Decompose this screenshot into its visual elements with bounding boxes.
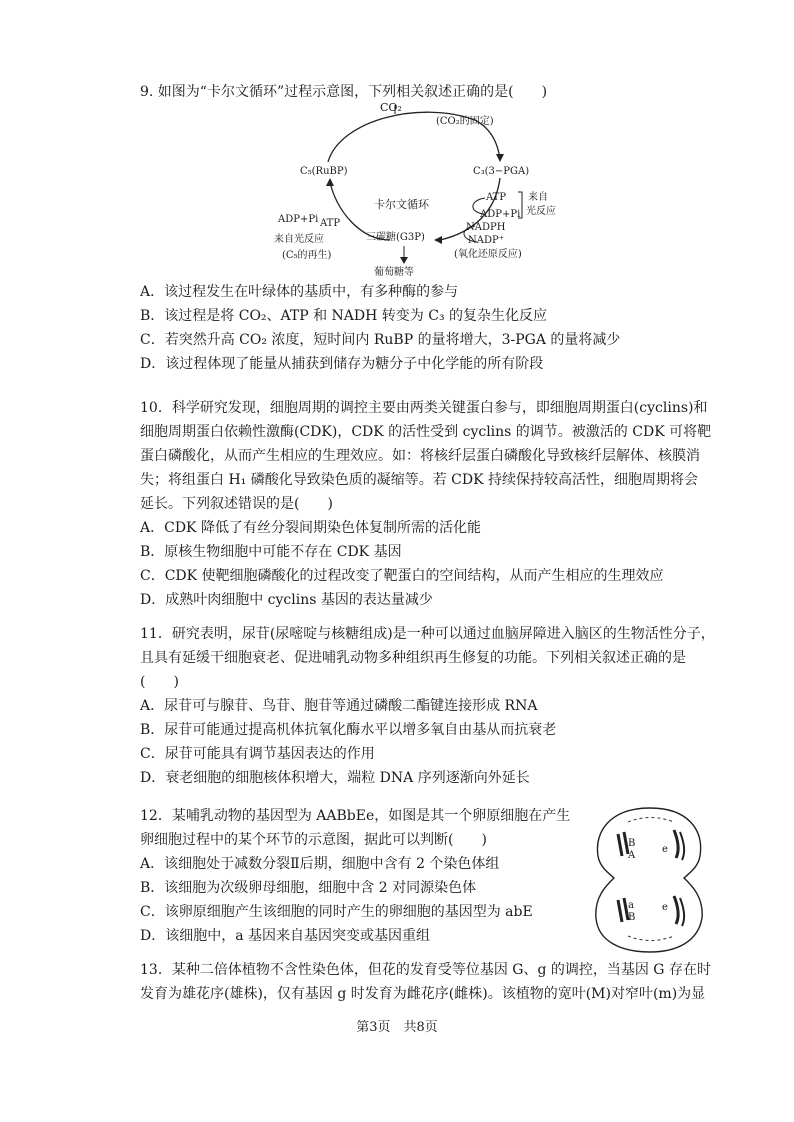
nadph-label: NADPH <box>466 222 506 233</box>
q10-line-3: 蛋白磷酸化，从而产生相应的生理效应。如：将核纤层蛋白磷酸化导致核纤层解体、核膜消 <box>140 448 700 464</box>
from-light-label-1: 来自 <box>528 192 548 203</box>
q11-option-a: A．尿苷可与腺苷、鸟苷、胞苷等通过磷酸二酯键连接形成 RNA <box>140 698 538 714</box>
from-light-left-label: 来自光反应 <box>274 234 324 245</box>
atp-right-label: ATP <box>486 192 507 203</box>
q10-line-5: 延长。下列叙述错误的是( ) <box>140 496 333 512</box>
calvin-cycle-diagram <box>270 100 560 278</box>
g3p-label: 三碳糖(G3P) <box>366 232 425 243</box>
co2-label: CO₂ <box>380 101 402 114</box>
q11-line-3: ( ) <box>140 674 179 690</box>
q13-line-1: 13．某种二倍体植物不含性染色体，但花的发育受等位基因 G、g 的调控，当基因 G 存在时 <box>140 962 711 978</box>
question-12 <box>140 804 590 948</box>
page-footer: 第3页 共8页 <box>356 1020 438 1035</box>
q10-option-c: C．CDK 使靶细胞磷酸化的过程改变了靶蛋白的空间结构，从而产生相应的生理效应 <box>140 568 664 584</box>
cell-label-top-b: B <box>628 838 636 849</box>
q9-option-a: A．该过程发生在叶绿体的基质中，有多种酶的参与 <box>140 284 459 300</box>
cell-label-bottom-b: B <box>628 912 636 923</box>
q10-option-b: B．原核生物细胞中可能不存在 CDK 基因 <box>140 544 402 560</box>
q11-option-c: C．尿苷可能具有调节基因表达的作用 <box>140 746 375 762</box>
cell-label-bottom-a: a <box>628 900 634 911</box>
q12-option-c: C．该卵原细胞产生该细胞的同时产生的卵细胞的基因型为 abE <box>140 904 533 920</box>
adp-pi-right-label: ADP+Pi <box>480 209 521 220</box>
redox-label: (氧化还原反应) <box>454 249 522 260</box>
q9-option-d: D．该过程体现了能量从捕获到储存为糖分子中化学能的所有阶段 <box>140 356 544 372</box>
q11-line-1: 11．研究表明，尿苷(尿嘧啶与核糖组成)是一种可以通过血脑屏障进入脑区的生物活性分子， <box>140 626 715 642</box>
nadp-label: NADP⁺ <box>468 235 504 246</box>
q12-line-1: 12．某哺乳动物的基因型为 AABbEe，如图是其一个卵原细胞在产生 <box>140 808 571 824</box>
cycle-label: 卡尔文循环 <box>374 198 429 211</box>
from-light-label-2: 光反应 <box>526 206 556 217</box>
cell-label-top-e: e <box>662 844 668 855</box>
q11-option-b: B．尿苷可能通过提高机体抗氧化酶水平以增多氧自由基从而抗衰老 <box>140 722 557 738</box>
q9-option-b: B．该过程是将 CO₂、ATP 和 NADH 转变为 C₃ 的复杂生化反应 <box>140 308 548 324</box>
q12-option-d: D．该细胞中，a 基因来自基因突变或基因重组 <box>140 928 431 944</box>
c5-regeneration-label: (C₅的再生) <box>282 250 332 261</box>
q11-line-2: 且具有延缓干细胞衰老、促进哺乳动物多种组织再生修复的功能。下列相关叙述正确的是 <box>140 650 686 666</box>
q10-line-2: 细胞周期蛋白依赖性激酶(CDK)，CDK 的活性受到 cyclins 的调节。被激活的 CDK 可将靶 <box>140 424 712 440</box>
q9-option-c: C．若突然升高 CO₂ 浓度，短时间内 RuBP 的量将增大，3-PGA 的量将减少 <box>140 332 621 348</box>
q12-option-b: B．该细胞为次级卵母细胞，细胞中含 2 对同源染色体 <box>140 880 477 896</box>
atp-left-label: ATP <box>320 218 341 229</box>
q13-line-2: 发育为雄花序(雄株)，仅有基因 g 时发育为雌花序(雌株)。该植物的宽叶(M)对窄叶(m)为显 <box>140 986 706 1002</box>
oocyte-cell-diagram <box>588 800 712 956</box>
question-10 <box>140 396 710 612</box>
q11-option-d: D．衰老细胞的细胞核体积增大，端粒 DNA 序列逐渐向外延长 <box>140 770 530 786</box>
q12-option-a: A．该细胞处于减数分裂Ⅱ后期，细胞中含有 2 个染色体组 <box>140 856 500 872</box>
cell-label-top-a: A <box>628 850 636 861</box>
q10-option-d: D．成熟叶肉细胞中 cyclins 基因的表达量减少 <box>140 592 433 608</box>
co2-fixation-label: (CO₂的固定) <box>436 116 494 127</box>
glucose-label: 葡萄糖等 <box>374 267 414 278</box>
q10-line-1: 10．科学研究发现，细胞周期的调控主要由两类关键蛋白参与，即细胞周期蛋白(cyclins)和 <box>140 400 708 416</box>
question-13 <box>140 958 710 1006</box>
q12-line-2: 卵细胞过程中的某个环节的示意图，据此可以判断( ) <box>140 832 487 848</box>
q10-option-a: A．CDK 降低了有丝分裂间期染色体复制所需的活化能 <box>140 520 481 536</box>
q10-line-4: 失；将组蛋白 H₁ 磷酸化导致染色质的凝缩等。若 CDK 持续保持较高活性，细胞周期将会 <box>140 472 699 488</box>
rubp-label: C₅(RuBP) <box>300 166 348 177</box>
pga-label: C₃(3−PGA) <box>473 166 530 177</box>
adp-pi-left-label: ADP+Pi <box>278 214 319 225</box>
cell-label-bottom-e: e <box>662 902 668 913</box>
question-11 <box>140 622 715 790</box>
question-9-options <box>140 280 700 376</box>
question-9-stem: 9. 如图为“卡尔文循环”过程示意图，下列相关叙述正确的是( ) <box>140 84 548 100</box>
